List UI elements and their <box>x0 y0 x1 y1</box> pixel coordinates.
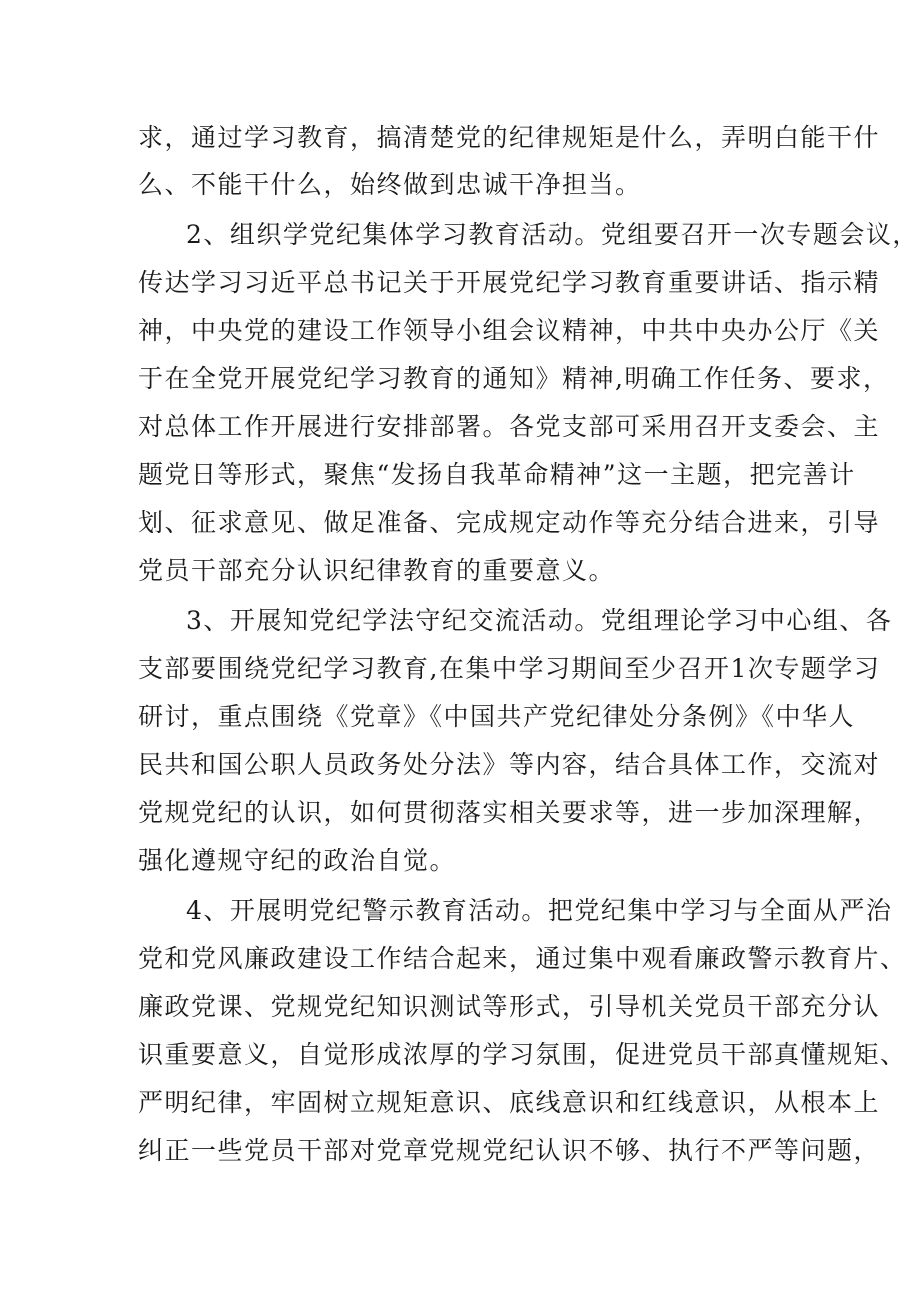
text-line: 党和党风廉政建设工作结合起来，通过集中观看廉政警示教育片、 <box>138 944 907 973</box>
text-line: 党员干部充分认识纪律教育的重要意义。 <box>138 556 616 585</box>
paragraph-4-first-line: 4、开展明党纪警示教育活动。把党纪集中学习与全面从严治 <box>186 896 893 925</box>
text-line: 严明纪律，牢固树立规矩意识、底线意识和红线意识，从根本上 <box>138 1088 881 1117</box>
paragraph-2-first-line: 2、组织学党纪集体学习教育活动。党组要召开一次专题会议， <box>186 220 919 249</box>
text-line: 对总体工作开展进行安排部署。各党支部可采用召开支委会、主 <box>138 412 881 441</box>
text-line: 纠正一些党员干部对党章党规党纪认识不够、执行不严等问题， <box>138 1136 881 1165</box>
text-line: 强化遵规守纪的政治自觉。 <box>138 846 457 875</box>
text-line: 划、征求意见、做足准备、完成规定动作等充分结合进来，引导 <box>138 508 881 537</box>
text-line: 题党日等形式，聚焦“发扬自我革命精神”这一主题，把完善计 <box>138 460 856 489</box>
text-line: 廉政党课、党规党纪知识测试等形式，引导机关党员干部充分认 <box>138 992 881 1021</box>
text-line: 民共和国公职人员政务处分法》等内容，结合具体工作，交流对 <box>138 750 881 779</box>
text-line: 求，通过学习教育，搞清楚党的纪律规矩是什么，弄明白能干什 <box>138 123 881 152</box>
text-line: 支部要围绕党纪学习教育,在集中学习期间至少召开1次专题学习 <box>138 654 881 683</box>
text-line: 识重要意义，自觉形成浓厚的学习氛围，促进党员干部真懂规矩、 <box>138 1040 907 1069</box>
text-line: 么、不能干什么，始终做到忠诚干净担当。 <box>138 170 642 199</box>
text-line: 神，中央党的建设工作领导小组会议精神，中共中央办公厅《关 <box>138 316 881 345</box>
text-line: 党规党纪的认识，如何贯彻落实相关要求等，进一步加深理解， <box>138 798 881 827</box>
paragraph-3-first-line: 3、开展知党纪学法守纪交流活动。党组理论学习中心组、各 <box>186 606 893 635</box>
text-line: 传达学习习近平总书记关于开展党纪学习教育重要讲话、指示精 <box>138 268 881 297</box>
text-line: 研讨，重点围绕《党章》《中国共产党纪律处分条例》《中华人 <box>138 702 856 731</box>
text-line: 于在全党开展党纪学习教育的通知》精神,明确工作任务、要求， <box>138 364 890 393</box>
